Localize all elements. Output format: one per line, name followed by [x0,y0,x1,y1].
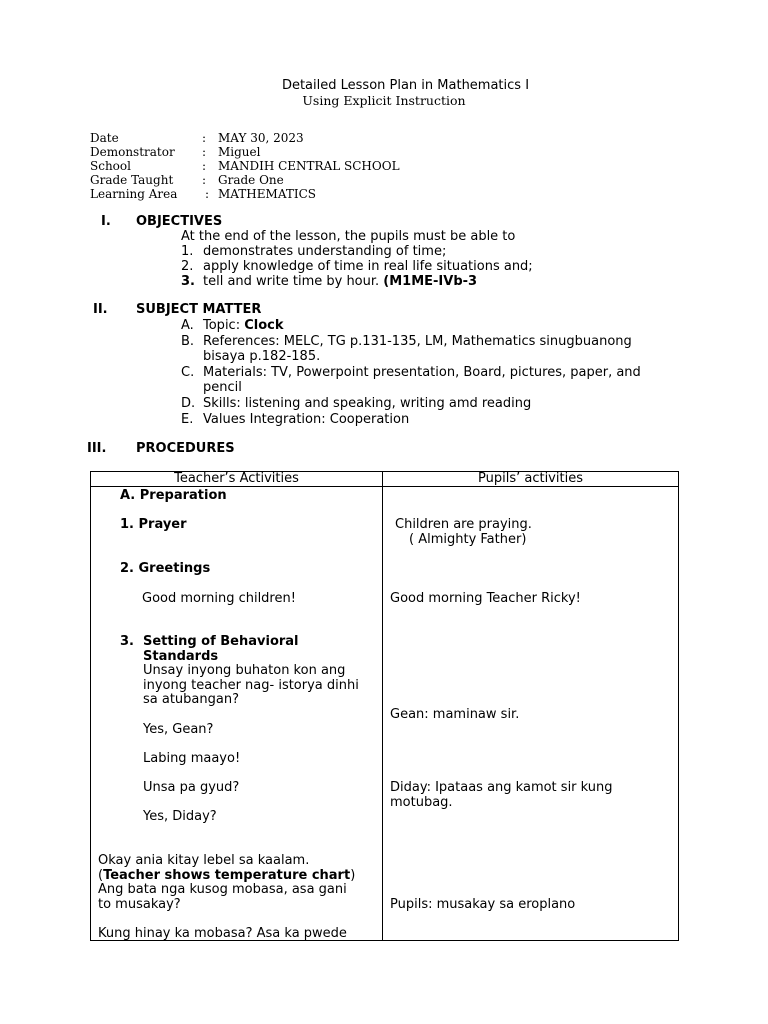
info-colon: : [202,145,207,159]
info-label-date: Date [90,131,119,145]
info-colon: : [202,159,207,173]
teacher-setting-number: 3. [120,634,134,649]
objectives-intro: At the end of the lesson, the pupils must be able to [181,229,516,244]
subject-item-references: References: MELC, TG p.131-135, LM, Mathematics sinugbuanong [203,334,632,349]
pupils-line-diday: Diday: Ipataas ang kamot sir kung [390,780,613,795]
teacher-line-unsa-pa: Unsa pa gyud? [143,780,240,795]
section-number-objectives: I. [101,214,111,229]
subject-item-materials: Materials: TV, Powerpoint presentation, Board, pictures, paper, and [203,365,641,380]
pupils-line-diday-cont: motubag. [390,795,453,810]
info-label-demonstrator: Demonstrator [90,145,175,159]
teacher-line-okay-ania: Okay ania kitay lebel sa kaalam. [98,853,310,868]
competency-code: (M1ME-IVb-3 [383,274,478,289]
teacher-good-morning: Good morning children! [142,591,296,606]
paren-open: ( [98,868,104,883]
teacher-line-yes-diday: Yes, Diday? [143,809,217,824]
subject-item-materials-cont: pencil [203,380,242,395]
teacher-question-line: sa atubangan? [143,692,239,707]
pupils-line-good-morning: Good morning Teacher Ricky! [390,591,581,606]
pupils-activities-cell [383,487,679,941]
teacher-question-line: Unsay inyong buhaton kon ang [143,663,346,678]
subject-letter: C. [181,365,195,380]
subject-item-values: Values Integration: Cooperation [203,412,410,427]
objective-number: 3. [181,274,195,289]
document-subtitle: Using Explicit Instruction [302,93,466,108]
info-value-grade: Grade One [218,173,284,187]
info-value-demonstrator: Miguel [218,145,261,159]
objective-number: 1. [181,244,194,259]
info-label-school: School [90,159,131,173]
section-title-objectives: OBJECTIVES [136,214,223,229]
info-label-grade: Grade Taught [90,173,174,187]
info-colon: : [202,173,207,187]
topic-value: Clock [244,318,284,333]
pupils-line-gean: Gean: maminaw sir. [390,707,520,722]
teacher-line-labing-maayo: Labing maayo! [143,751,241,766]
subject-item-skills: Skills: listening and speaking, writing amd reading [203,396,532,411]
stage-direction: Teacher shows temperature chart [103,868,351,883]
document-title: Detailed Lesson Plan in Mathematics I [281,78,530,93]
teacher-greetings-heading: 2. Greetings [120,561,211,576]
subject-item-topic [203,318,284,333]
column-header-pupils: Pupils’ activities [383,472,679,487]
teacher-setting-title-cont: Standards [143,649,219,664]
teacher-preparation-heading: A. Preparation [120,488,227,503]
objective-number: 2. [181,259,194,274]
teacher-line-shows-chart [98,868,355,883]
procedures-table [90,471,679,941]
subject-letter: A. [181,318,194,333]
objective-item [203,274,477,289]
info-value-learning-area: MATHEMATICS [218,187,316,201]
info-label-learning-area: Learning Area [90,187,178,201]
section-number-procedures: III. [87,441,107,456]
subject-letter: B. [181,334,195,349]
pupils-line-musakay: Pupils: musakay sa eroplano [390,897,576,912]
info-colon: : [202,131,207,145]
teacher-line-ang-bata: Ang bata nga kusog mobasa, asa gani [98,882,347,897]
subject-item-references-cont: bisaya p.182-185. [203,349,321,364]
teacher-line-to-musakay: to musakay? [98,897,181,912]
objective-item: demonstrates understanding of time; [203,244,447,259]
info-value-date: MAY 30, 2023 [218,131,304,145]
column-header-teacher: Teacher’s Activities [91,472,383,487]
info-value-school: MANDIH CENTRAL SCHOOL [218,159,400,173]
subject-item-label: Topic: [203,318,245,333]
pupils-line-praying: Children are praying. [395,517,532,532]
teacher-activities-cell [91,487,383,941]
teacher-setting-title: Setting of Behavioral [143,634,299,649]
teacher-line-kung-hinay: Kung hinay ka mobasa? Asa ka pwede [98,926,347,941]
section-number-subject-matter: II. [93,302,108,317]
objective-text: tell and write time by hour. [203,274,380,289]
objective-item: apply knowledge of time in real life situations and; [203,259,533,274]
teacher-question-line: inyong teacher nag- istorya dinhi [143,678,359,693]
subject-letter: D. [181,396,196,411]
section-title-subject-matter: SUBJECT MATTER [136,302,262,317]
teacher-line-yes-gean: Yes, Gean? [143,722,214,737]
section-title-procedures: PROCEDURES [136,441,235,456]
subject-letter: E. [181,412,194,427]
paren-close: ) [350,868,356,883]
info-colon: : [205,187,210,201]
pupils-line-almighty: ( Almighty Father) [409,532,527,547]
teacher-prayer-heading: 1. Prayer [120,517,187,532]
